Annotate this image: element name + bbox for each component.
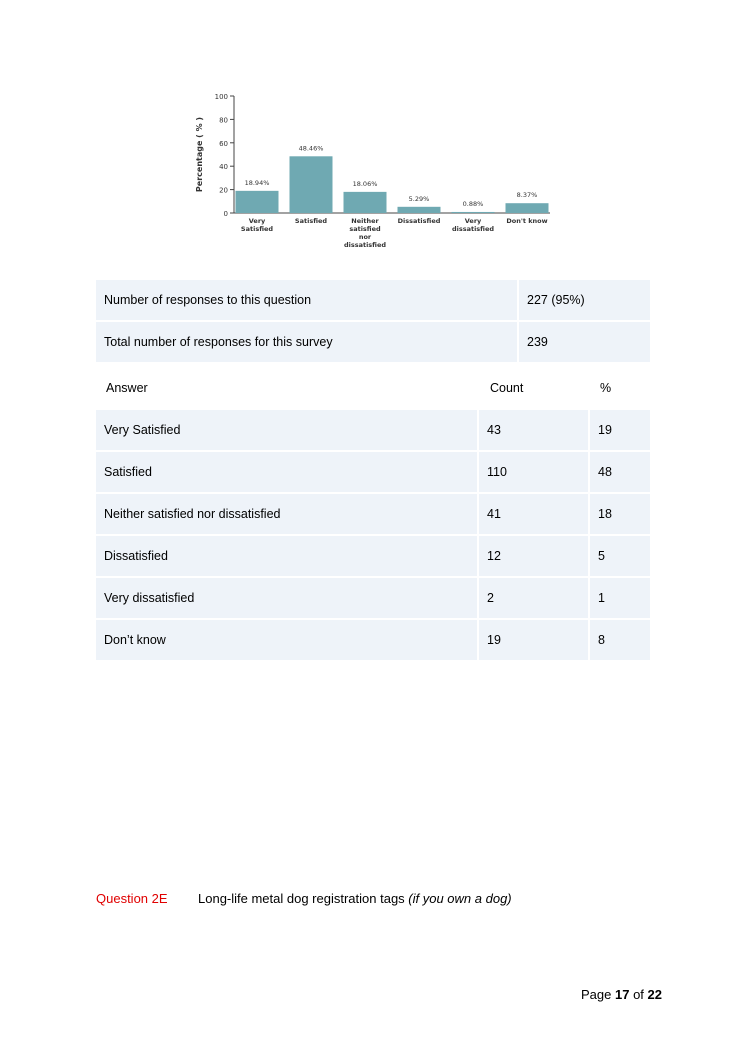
bar — [344, 192, 387, 213]
page-middle: of — [629, 987, 648, 1002]
answer-cell: Neither satisfied nor dissatisfied — [96, 494, 477, 534]
bar — [236, 191, 279, 213]
x-tick-label: satisfied — [349, 225, 381, 233]
percent-cell: 48 — [590, 452, 650, 492]
data-label: 0.88% — [462, 199, 484, 208]
x-tick-label: dissatisfied — [451, 225, 495, 233]
question-heading — [96, 891, 512, 906]
question-title: Long-life metal dog registration tags — [198, 891, 409, 906]
answer-cell: Very Satisfied — [96, 410, 477, 450]
header-count: Count — [490, 381, 524, 395]
question-note: (if you own a dog) — [408, 891, 512, 906]
data-label: 18.06% — [352, 179, 378, 188]
y-tick-label: 0 — [223, 210, 228, 218]
answer-cell: Satisfied — [96, 452, 477, 492]
x-tick-label: dissatisfied — [343, 241, 387, 249]
table-row — [96, 410, 650, 450]
table-row — [96, 322, 650, 362]
percent-cell: 8 — [590, 620, 650, 660]
answers-table — [94, 366, 652, 662]
question-number: Question 2E — [96, 891, 168, 906]
percent-cell: 1 — [590, 578, 650, 618]
bar — [452, 212, 495, 213]
summary-label: Total number of responses for this survey — [96, 322, 517, 362]
x-tick-label: nor — [358, 233, 372, 241]
table-row — [96, 620, 650, 660]
count-cell: 43 — [479, 410, 588, 450]
summary-label: Number of responses to this question — [96, 280, 517, 320]
page-total: 22 — [647, 987, 662, 1002]
x-tick-label: Neither — [351, 217, 379, 225]
percent-cell: 19 — [590, 410, 650, 450]
table-row — [96, 452, 650, 492]
table-row — [96, 536, 650, 576]
summary-value: 227 (95%) — [519, 280, 650, 320]
y-tick-label: 40 — [219, 163, 228, 172]
header-percent: % — [600, 381, 612, 395]
answer-cell: Very dissatisfied — [96, 578, 477, 618]
bar — [290, 156, 333, 213]
x-tick-label: Very — [464, 217, 482, 225]
summary-table — [94, 278, 652, 364]
bar — [398, 207, 441, 213]
count-cell: 41 — [479, 494, 588, 534]
bar — [506, 203, 549, 213]
answer-cell: Don’t know — [96, 620, 477, 660]
percent-cell: 18 — [590, 494, 650, 534]
y-tick-label: 80 — [219, 116, 228, 125]
count-cell: 110 — [479, 452, 588, 492]
percent-cell: 5 — [590, 536, 650, 576]
data-label: 48.46% — [298, 144, 324, 153]
page-number — [581, 987, 662, 1002]
page-prefix: Page — [581, 987, 615, 1002]
table-row — [96, 578, 650, 618]
table-row — [96, 280, 650, 320]
data-label: 8.37% — [516, 191, 538, 200]
count-cell: 12 — [479, 536, 588, 576]
x-tick-label: Satisfied — [294, 217, 328, 225]
count-cell: 2 — [479, 578, 588, 618]
y-tick-label: 60 — [219, 139, 228, 148]
x-tick-label: Don't know — [506, 217, 548, 225]
count-cell: 19 — [479, 620, 588, 660]
answer-cell: Dissatisfied — [96, 536, 477, 576]
y-tick-label: 100 — [214, 93, 228, 101]
y-tick-label: 20 — [219, 186, 228, 195]
table-header-row — [96, 368, 650, 408]
data-label: 18.94% — [244, 178, 270, 187]
x-tick-label: Dissatisfied — [397, 217, 441, 225]
x-tick-label: Very — [248, 217, 266, 225]
y-axis-label: Percentage ( % ) — [195, 116, 204, 193]
x-tick-label: Satisfied — [240, 225, 274, 233]
data-label: 5.29% — [408, 194, 430, 203]
summary-value: 239 — [519, 322, 650, 362]
table-row — [96, 494, 650, 534]
satisfaction-bar-chart — [188, 85, 558, 260]
header-answer: Answer — [106, 381, 148, 395]
page-current: 17 — [614, 987, 630, 1002]
